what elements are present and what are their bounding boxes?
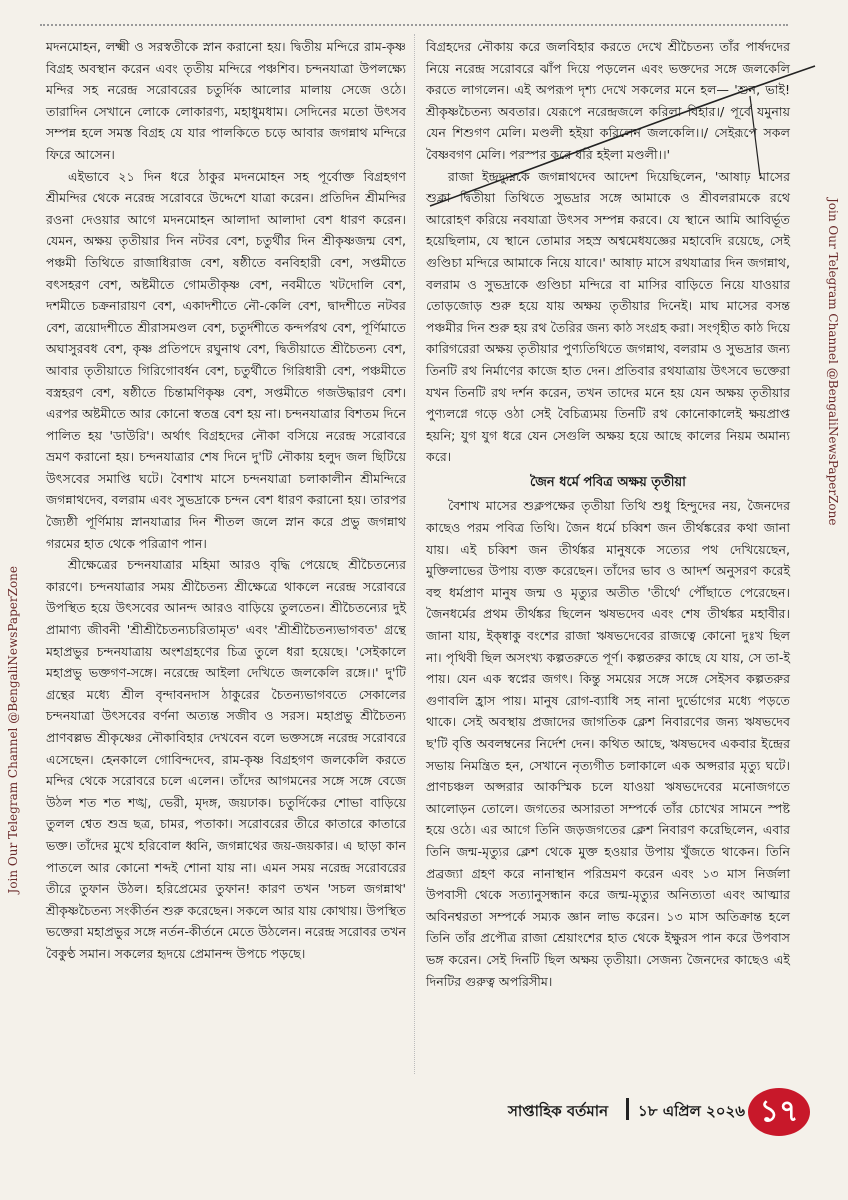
watermark-left: Join Our Telegram Channel @BengaliNewsPaperZone bbox=[6, 566, 20, 894]
page-footer bbox=[0, 1086, 848, 1146]
watermark-right: Join Our Telegram Channel @BengaliNewsPaperZone bbox=[826, 198, 840, 526]
section-heading: জৈন ধর্মে পবিত্র অক্ষয় তৃতীয়া bbox=[530, 474, 686, 490]
magazine-name: সাপ্তাহিক বর্তমান bbox=[508, 1102, 609, 1120]
page-number-badge bbox=[748, 1088, 810, 1136]
right-paragraph-3: বৈশাখ মাসের শুক্লপক্ষের তৃতীয়া তিথি শুধু হিন্দুদের নয়, জৈনদের কাছেও পরম পবিত্র তিথি। জৈন ধর্মে চব্বিশ জন তীর্থঙ্করের কথা জানা যায়। এই চব্বিশ জন তীর্থঙ্কর মানুষকে সত্যের পথ দেখিয়েছেন, মুক্তিলাভের উপায় ব্যক্ত করেছেন। তাঁদের ভাব ও আদর্শ অনুসরণ করেই বহু ধর্মপ্রাণ মানুষ জন্ম ও মৃত্যুর অতীত 'তীর্থে' পৌঁছাতে পেরেছেন। জৈনধর্মের প্রথম তীর্থঙ্কর ছিলেন ঋষভদেব এবং শেষ তীর্থঙ্কর মহাবীর। জানা যায়, ইক্ষ্বাকু বংশের রাজা ঋষভদেবের রাজত্বে কোনো দুঃখ ছিল না। পৃথিবী ছিল অসংখ্য কল্পতরুতে পূর্ণ। কল্পতরুর কাছে যে যায়, সে তা-ই পায়। যেন এক স্বপ্নের জগৎ। কিন্তু সময়ের সঙ্গে সঙ্গে সেইসব কল্পতরুর গুণাবলি হ্রাস পায়। মানুষ রোগ-ব্যাধি সহ নানা দুর্ভোগের মধ্যে পড়তে থাকে। সেই অবস্থায় প্রজাদের জাগতিক ক্লেশ নিবারণের জন্য ঋষভদেব ছ'টি বৃত্তি অবলম্বনের নির্দেশ দেন। কথিত আছে, ঋষভদেব একবার ইন্দ্রের সভায় নিমন্ত্রিত হন, সেখানে নৃত্যগীত চলাকালে এক অপ্সরার মৃত্যু ঘটে। প্রাণচঞ্চল অপ্সরার আকস্মিক চলে যাওয়া ঋষভদেবের মনোজগতে আলোড়ন তোলে। জগতের অসারতা সম্পর্কে তাঁর চোখের সামনে স্পষ্ট হয়ে ওঠে। এর আগে তিনি জড়জগতের ক্লেশ নিবারণ করেছিলেন, এবার তিনি জন্ম-মৃত্যুর ক্লেশ থেকে মুক্ত হওয়ার উপায় খুঁজতে থাকেন। তিনি প্রব্রজ্যা গ্রহণ করে নানাস্থান পরিভ্রমণ করেন এবং ১৩ মাস নির্জলা উপবাসী থেকে সত্যানুসন্ধান করে জন্ম-মৃত্যুর অনিত্যতা এবং আত্মার অবিনশ্বরতা সম্পর্কে সম্যক জ্ঞান লাভ করেন। ১৩ মাস অতিক্রান্ত হলে তিনি তাঁর প্রপৌত্র রাজা শ্রেয়াংশের হাত থেকে ইক্ষুরস পান করে উপবাস ভঙ্গ করেন। সেই দিনটি ছিল অক্ষয় তৃতীয়া। সেজন্য জৈনদের কাছেও এই দিনটির গুরুত্ব অপরিসীম। bbox=[426, 498, 790, 989]
left-paragraph-2: এইভাবে ২১ দিন ধরে ঠাকুর মদনমোহন সহ পূর্বোক্ত বিগ্রহগণ শ্রীমন্দির থেকে নরেন্দ্র সরোবরে উদ্দেশে যাত্রা করেন। প্রতিদিন শ্রীমন্দির রওনা দেওয়ার আগে মদনমোহন আলাদা আলাদা বেশ ধারণ করেন। যেমন, অক্ষয় তৃতীয়ার দিন নটবর বেশ, চতুর্থীর দিন শ্রীকৃষ্ণজন্ম বেশ, পঞ্চমী তিথিতে রাজাধিরাজ বেশ, ষষ্ঠীতে বনবিহারী বেশ, সপ্তমীতে বৎসহরণ বেশ, অষ্টমীতে গোমতীকৃষ্ণ বেশ, নবমীতে খটদোলি বেশ, দশমীতে চক্রনারায়ণ বেশ, একাদশীতে নৌ-কেলি বেশ, দ্বাদশীতে নটবর বেশ, ত্রয়োদশীতে শ্রীরাসমণ্ডল বেশ, চতুর্দশীতে কন্দর্পরথ বেশ, পূর্ণিমাতে অঘাসুরবধ বেশ, কৃষ্ণ প্রতিপদে রঘুনাথ বেশ, দ্বিতীয়াতে শ্রীচৈতন্য বেশ, আবার তৃতীয়াতে গিরিগোবর্ধন বেশ, চতুর্থীতে গিরিধারী বেশ, পঞ্চমীতে বস্ত্রহরণ বেশ, ষষ্ঠীতে চিন্তামণিকৃষ্ণ বেশ, সপ্তমীতে গজউদ্ধারণ বেশ। এরপর অষ্টমীতে আর কোনো স্বতন্ত্র বেশ হয় না। চন্দনযাত্রার বিশতম দিনে পালিত হয় 'ডাউরি'। অর্থাৎ বিগ্রহদের নৌকা বসিয়ে নরেন্দ্র সরোবরে ভ্রমণ করানো হয়। চন্দনযাত্রার শেষ দিনে দু'টি নৌকায় হলুদ জল ছিটিয়ে উৎসবের সমাপ্তি ঘটে। বৈশাখ মাসে চন্দনযাত্রা চলাকালীন শ্রীমন্দিরে জগন্নাথদেব, বলরাম এবং সুভদ্রাকে চন্দন বেশ ধারণ করানো হয়। তারপর জ্যৈষ্ঠী পূর্ণিমায় স্নানযাত্রার দিন শীতল জলে স্নান করে প্রভু জগন্নাথ গরমের হাত থেকে পরিত্রাণ পান। bbox=[46, 168, 406, 551]
page-number: ১৭ bbox=[759, 1093, 799, 1129]
left-column bbox=[46, 36, 406, 965]
right-paragraph-2: রাজা ইন্দ্রদ্যুম্নকে জগন্নাথদেব আদেশ দিয়েছিলেন, 'আষাঢ় মাসের শুক্লা দ্বিতীয়া তিথিতে সুভদ্রার সঙ্গে আমাকে ও শ্রীবলরামকে রথে আরোহণ করিয়ে নবযাত্রা উৎসব সম্পন্ন করবে। যে স্থানে আমি আবির্ভূত হয়েছিলাম, যে স্থানে তোমার সহস্র অশ্বমেধযজ্ঞের মহাবেদি রয়েছে, সেই গুণ্ডিচা মন্দিরে আমাকে নিয়ে যাবে।' আষাঢ় মাসে রথযাত্রার দিন জগন্নাথ, বলরাম ও সুভদ্রাকে গুণ্ডিচা মন্দিরে বা মাসির বাড়িতে নিয়ে যাওয়ার তোড়জোড় শুরু হয়ে যায় অক্ষয় তৃতীয়ার দিনেই। মাঘ মাসের বসন্ত পঞ্চমীর দিন শুরু হয় রথ তৈরির জন্য কাঠ সংগ্রহ করা। সংগৃহীত কাঠ দিয়ে কারিগরেরা অক্ষয় তৃতীয়ার পুণ্যতিথিতে জগন্নাথ, বলরাম ও সুভদ্রার জন্য তিনটি রথ নির্মাণের কাজে হাত দেন। প্রতিবার রথযাত্রায় উৎসবে ভক্তেরা যখন তিনটি রথ দর্শন করেন, তখন তাদের মনে হয় যেন অক্ষয় তৃতীয়ার পুণ্যলগ্নে গড়ে ওঠা সেই বৈচিত্র্যময় তিনটি রথ কোনোকালেই ক্ষয়প্রাপ্ত হয়নি; যুগ যুগ ধরে যেন সেগুলি অক্ষয় হয়ে আছে কালের নিয়ম অমান্য করে। bbox=[426, 168, 790, 465]
footer-separator bbox=[626, 1098, 629, 1120]
left-paragraph-1: মদনমোহন, লক্ষ্মী ও সরস্বতীকে স্নান করানো হয়। দ্বিতীয় মন্দিরে রাম-কৃষ্ণ বিগ্রহ অবস্থান করেন এবং তৃতীয় মন্দিরে পঞ্চশিব। চন্দনযাত্রা উপলক্ষ্যে মন্দির সহ নরেন্দ্র সরোবরের চতুর্দিক আলোর মালায় সেজে ওঠে। তারাদিন সেখানে লোকে লোকারণ্য, মহাধুমধাম। সেদিনের মতো উৎসব সম্পন্ন হলে সমস্ত বিগ্রহ যে যার পালকিতে চড়ে আবার জগন্নাথ মন্দিরে ফিরে আসেন। bbox=[46, 39, 406, 162]
right-paragraph-1: বিগ্রহদের নৌকায় করে জলবিহার করতে দেখে শ্রীচৈতন্য তাঁর পার্ষদদের নিয়ে নরেন্দ্র সরোবরে ঝাঁপ দিয়ে পড়লেন এবং ভক্তদের সঙ্গে জলকেলি করতে লাগলেন। এই অপরূপ দৃশ্য দেখে সকলের মনে হল— 'শুন, ভাই! শ্রীকৃষ্ণচৈতন্য অবতার। যেরূপে নরেন্দ্রজলে করিলা বিহার।/ পূর্বে যমুনায় যেন শিশুগণ মেলি। মণ্ডলী হইয়া করিলেন জলকেলি।।/ সেইরূপে সকল বৈষ্ণবগণ মেলি। পরস্পর করে ধরি হইলা মণ্ডলী।।' bbox=[426, 39, 790, 162]
issue-date: ১৮ এপ্রিল ২০২৬ bbox=[638, 1102, 745, 1120]
column-divider bbox=[414, 34, 415, 1074]
top-dotted-rule bbox=[40, 24, 788, 26]
left-paragraph-3: শ্রীক্ষেত্রের চন্দনযাত্রার মহিমা আরও বৃদ্ধি পেয়েছে শ্রীচৈতন্যের কারণে। চন্দনযাত্রার সময় শ্রীচৈতন্য শ্রীক্ষেত্রে থাকলে নরেন্দ্র সরোবরে উপস্থিত হয়ে উৎসবের আনন্দ আরও বাড়িয়ে তুলতেন। শ্রীচৈতন্যের দুই প্রামাণ্য জীবনী 'শ্রীশ্রীচৈতন্যচরিতামৃত' এবং 'শ্রীশ্রীচৈতন্যভাগবত' গ্রন্থে মহাপ্রভুর চন্দনযাত্রায় অংশগ্রহণের চিত্র তুলে ধরা হয়েছে। 'সেইকালে মহাপ্রভু ভক্তগণ-সঙ্গে। নরেন্দ্রে আইলা দেখিতে জলকেলি রঙ্গে।।' দু'টি গ্রন্থের মধ্যে শ্রীল বৃন্দাবনদাস ঠাকুরের চৈতন্যভাগবতে সেকালের চন্দনযাত্রা উৎসবের বর্ণনা অত্যন্ত সজীব ও সরস। মহাপ্রভু শ্রীচৈতন্য প্রাণবল্লভ শ্রীকৃষ্ণের নৌকাবিহার দেখবেন বলে ভক্তসঙ্গে নরেন্দ্র সরোবরে এসেছেন। হেনকালে গোবিন্দদেব, রাম-কৃষ্ণ বিগ্রহগণ জলকেলি করতে মন্দির থেকে সরোবরে চলে এলেন। তাঁদের আগমনের সঙ্গে সঙ্গে বেজে উঠল শত শত শঙ্খ, ভেরী, মৃদঙ্গ, জয়ঢাক। চতুর্দিকের শোভা বাড়িয়ে তুলল শ্বেত শুভ্র ছত্র, চামর, পতাকা। সরোবরের তীরে কাতারে কাতারে ভক্ত। তাঁদের মুখে হরিবোল ধ্বনি, জগন্নাথের জয়-জয়কার। এ ছাড়া কান পাতলে আর কোনো শব্দই শোনা যায় না। এমন সময় নরেন্দ্র সরোবরের তীরে তুফান উঠল। হরিপ্রেমের তুফান! কারণ তখন 'সচল জগন্নাথ' শ্রীকৃষ্ণচৈতন্য সংকীর্তন শুরু করেছেন। সকলে আর যায় কোথায়। উপস্থিত ভক্তেরা মহাপ্রভুর সঙ্গে নর্তন-কীর্তনে মেতে উঠলেন। নরেন্দ্র সরোবর তখন বৈকুণ্ঠ সমান। সকলের হৃদয়ে প্রেমানন্দ উপচে পড়ছে। bbox=[46, 557, 406, 961]
right-column bbox=[426, 36, 790, 992]
